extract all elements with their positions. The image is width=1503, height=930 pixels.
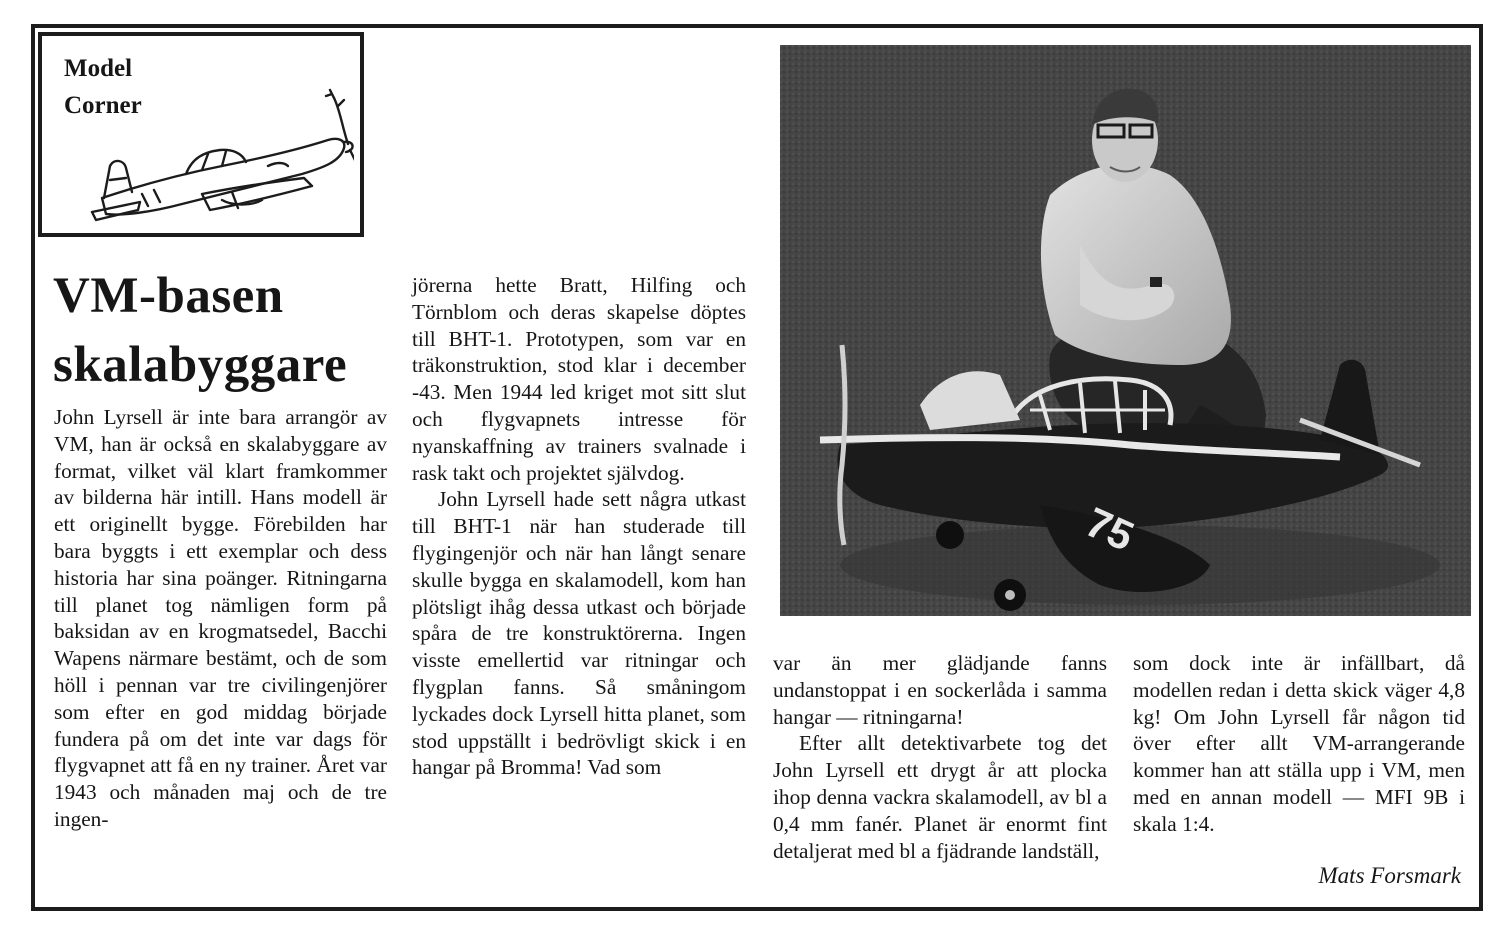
article-headline xyxy=(53,262,347,400)
text-column-2 xyxy=(412,272,746,781)
model-corner-box xyxy=(38,32,364,237)
column-3-paragraph-1: var än mer glädjande fanns undanstoppat i en sockerlåda i samma hangar — ritningarna! xyxy=(773,651,1107,729)
column-1-paragraph: John Lyrsell är inte bara arrangör av VM, han är också en skalabyggare av format, vilket väl klart framkommer av bilderna här intill. Hans modell är ett originellt bygge. Förebilden har bara byggts i ett exemplar och dess historia har sina poänger. Ritningarna till planet tog nämligen form på baksidan av en krogmatsedel, Bacchi Wapens närmare bestämt, och de som höll i pennan var tre civilingenjörer som efter en god middag började fundera på om det inte var dags för flygvapnet att få en ny trainer. Året var 1943 och månaden maj och de tre ingen- xyxy=(54,405,387,831)
model-corner-line2: Corner xyxy=(64,92,142,119)
text-column-3 xyxy=(773,650,1107,864)
column-4-paragraph: som dock inte är infällbart, då modellen redan i detta skick väger 4,8 kg! Om John Lyrsell får någon tid över efter allt VM-arrangerande kommer han att ställa upp i VM, men med en annan modell — MFI 9B i skala 1:4. xyxy=(1133,651,1465,836)
author-signature: Mats Forsmark xyxy=(1318,863,1461,888)
column-2-paragraph-2: John Lyrsell hade sett några utkast till BHT-1 när han studerade till flygingenjör och när han långt senare skulle bygga en skalamodell, kom han plötsligt ihåg dessa utkast och började spåra de tre konstruktörerna. Ingen visste emellertid var ritningar och flygplan fanns. Så småningom lyckades dock Lyrsell hitta planet, som stod uppställt i bedrövligt skick i en hangar på Bromma! Vad som xyxy=(412,487,746,780)
column-2-paragraph-1: jörerna hette Bratt, Hilfing och Törnblom och deras skapelse döptes till BHT-1. Prototypen, som var en träkonstruktion, stod klar i december -43. Men 1944 led kriget mot sitt slut och flygvapnets intresse för nyanskaffning av trainers svalnade i rask takt och projektet självdog. xyxy=(412,273,746,485)
text-column-1 xyxy=(54,404,387,833)
text-column-4 xyxy=(1133,650,1465,838)
aircraft-marking: 75 xyxy=(1078,498,1141,561)
column-3-paragraph-2: Efter allt detektivarbete tog det John Lyrsell ett drygt år att plocka ihop denna vackra skalamodell, av bl a 0,4 mm fanér. Planet är enormt fint detaljerat med bl a fjädrande landställ, xyxy=(773,731,1107,863)
article-photo xyxy=(780,45,1471,616)
fighter-plane-icon xyxy=(82,70,354,230)
model-corner-line1: Model xyxy=(64,55,133,82)
headline-line1: VM-basen xyxy=(53,268,284,324)
article-frame xyxy=(31,24,1483,911)
headline-line2: skalabyggare xyxy=(53,337,348,393)
